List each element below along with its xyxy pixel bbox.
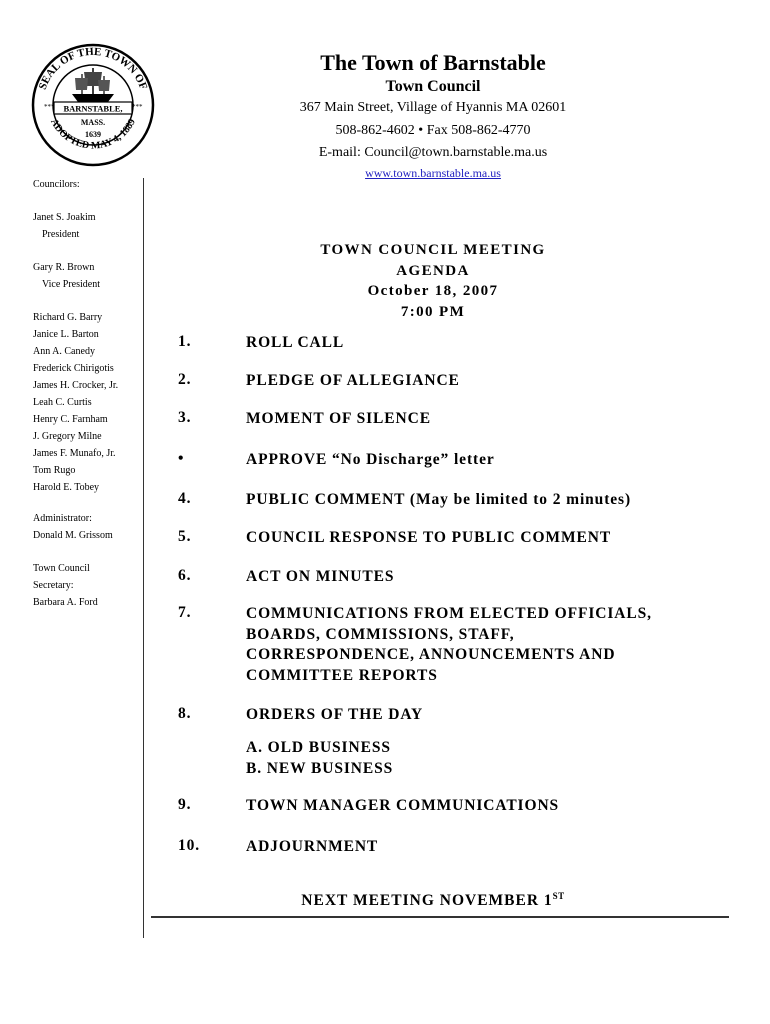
secretary-block [33,560,98,611]
agenda-item-text: ORDERS OF THE DAY [246,706,424,723]
council-member: Frederick Chirigotis [33,363,114,374]
agenda-item-text: ACT ON MINUTES [246,568,395,585]
meeting-time: 7:00 PM [400,303,466,320]
vice-president-title: Vice President [42,279,100,290]
agenda-item-number: 8. [178,705,192,722]
council-members-list [33,309,118,496]
secretary-label-2: Secretary: [33,580,74,591]
agenda-item-number: 3. [178,409,192,426]
administrator-block [33,510,113,544]
administrator-name: Donald M. Grissom [33,530,113,541]
agenda-item-text: ROLL CALL [246,334,345,351]
phone-fax-line: 508-862-4602 • Fax 508-862-4770 [335,123,531,138]
agenda-item-text-line: BOARDS, COMMISSIONS, STAFF, [246,625,515,643]
svg-text:***: *** [44,103,55,111]
agenda-item-bullet: • [178,450,185,467]
agenda-item-text: MOMENT OF SILENCE [246,410,431,427]
agenda-item-number: 1. [178,333,192,350]
agenda-item-number: 10. [178,837,201,854]
agenda-item-number: 5. [178,528,192,545]
president-title: President [42,229,80,240]
agenda-item-text: PUBLIC COMMENT (May be limited to 2 minutes) [246,491,632,508]
next-meeting-ordinal: ST [552,891,565,901]
president-block [33,209,96,243]
sidebar-divider [143,178,144,938]
meeting-date: October 18, 2007 [367,283,499,299]
svg-text:ADOPTED MAY 4, 1889: ADOPTED MAY 4, 1889 [48,117,138,152]
agenda-subitem: A. OLD BUSINESS [246,739,391,756]
vice-president-name: Gary R. Brown [33,262,95,273]
council-member: James F. Munafo, Jr. [33,448,116,459]
agenda-item-number: 4. [178,490,192,507]
councilors-label: Councilors: [33,179,80,190]
secretary-name: Barbara A. Ford [33,597,98,608]
agenda-item-text-line: CORRESPONDENCE, ANNOUNCEMENTS AND [246,646,616,663]
vice-president-block [33,259,100,293]
council-member: Janice L. Barton [33,329,99,340]
agenda-item-text: APPROVE “No Discharge” letter [246,451,495,468]
agenda-item-number: 9. [178,796,192,813]
agenda-item-text: PLEDGE OF ALLEGIANCE [246,372,460,389]
meeting-title: TOWN COUNCIL MEETING [320,242,546,258]
svg-text:SEAL OF THE TOWN OF: SEAL OF THE TOWN OF [36,45,150,92]
administrator-label: Administrator: [33,513,92,524]
agenda-item-number: 2. [178,371,192,388]
website-link[interactable]: www.town.barnstable.ma.us [365,166,501,180]
council-member: Leah C. Curtis [33,397,92,408]
meeting-heading [250,240,616,322]
agenda-item-text-block [246,604,652,686]
agenda-item-number: 7. [178,604,192,621]
seal-banner-line-2: MASS. [80,118,106,127]
email-line: E-mail: Council@town.barnstable.ma.us [318,145,548,160]
agenda-item-text: COUNCIL RESPONSE TO PUBLIC COMMENT [246,529,612,546]
council-member: J. Gregory Milne [33,431,102,442]
svg-text:***: *** [132,103,143,111]
president-name: Janet S. Joakim [33,212,96,223]
meeting-agenda-label: AGENDA [396,262,470,279]
next-meeting-text: NEXT MEETING NOVEMBER 1 [301,892,553,910]
council-member: Richard G. Barry [33,312,103,323]
agenda-subitem-list [246,738,393,779]
council-member: Henry C. Farnham [33,414,108,425]
seal-banner-line-3: 1639 [85,130,101,139]
agenda-item-text: TOWN MANAGER COMMUNICATIONS [246,797,560,814]
agenda-item-text: ADJOURNMENT [246,838,379,855]
council-member: Ann A. Canedy [33,346,95,357]
agenda-item-text-line: COMMUNICATIONS FROM ELECTED OFFICIALS, [246,605,652,622]
secretary-label-1: Town Council [33,563,90,574]
agenda-item-number: 6. [178,567,192,584]
agenda-subitem: B. NEW BUSINESS [246,759,394,777]
document-title: The Town of Barnstable [320,50,546,75]
document-subtitle: Town Council [385,78,481,95]
next-meeting-notice [250,891,616,910]
council-member: James H. Crocker, Jr. [33,380,119,391]
council-member: Tom Rugo [33,465,76,476]
seal-banner-line-1: BARNSTABLE, [63,103,123,114]
address-line: 367 Main Street, Village of Hyannis MA 02601 [299,100,567,115]
town-seal-logo [30,42,156,168]
agenda-item-text-line: COMMITTEE REPORTS [246,666,438,684]
footer-divider [151,916,729,918]
council-member: Harold E. Tobey [33,482,100,493]
